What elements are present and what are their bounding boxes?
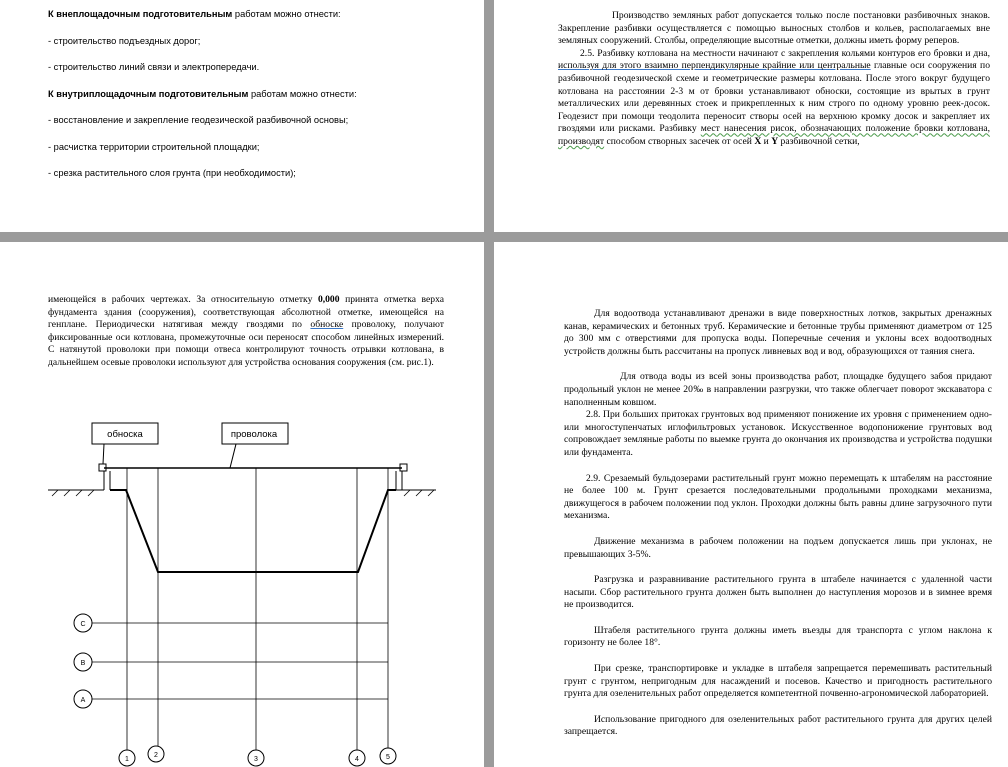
axis-label-c: C [80,621,86,628]
document-page-2 [494,0,1008,232]
paragraph-water-removal: Для отвода воды из всей зоны производства работ, площадке будущего забоя придают продольный уклон не менее 20‰ в направлении разгрузки, что также облегчает поворот экскаватора с наполненным ковшом. [564,371,992,408]
axis-label-2: 2 [154,752,158,759]
paragraph-2-8: 2.8. При больших притоках грунтовых вод применяют понижение их уровня с применением одно- или многоступенчатых иглофильтровых установок. Искусственное водопонижение грунтовых вод сопровождает земляные работы по выемке грунта до окончания их производства и устройства подушки или фундамента. [564,409,992,458]
text-span: работам можно отнести: [232,9,341,19]
list-item: - строительство подъездных дорог; [48,35,201,46]
paragraph-2-9: 2.9. Срезаемый бульдозерами растительный грунт можно перемещать к штабелям на расстояние не более 100 м. Грунт срезается последовательными продольными проходками механизма, движущегося в рабочем положении под уклон. Проходки должны быть равны длине загрузочного пути механизма. [564,472,992,522]
document-page-1 [0,0,484,232]
paragraph-staking: Производство земляных работ допускается только после постановки разбивочных знаков. Закрепление разбивки осуществляется с помощью выносных столбов и кольев, располагаемых вне земляных сооружений. Столбы, определяющие высотные отметки, должны иметь форму реперов. [558,10,990,47]
axis-label-3: 3 [254,756,258,763]
grammar-underlined-text: мест нанесения рисок, обозначающих положение бровки котлована, производят [558,123,990,147]
axis-x-label: X [754,135,762,147]
axis-label-a: A [80,697,86,704]
axis-label-b: B [80,660,86,667]
paragraph-uphill-movement: Движение механизма в рабочем положении на подъем допускается лишь при уклонах, не превышающих 3-5%. [564,535,992,560]
list-item: - строительство линий связи и электропередачи. [48,62,260,72]
list-item: - расчистка территории строительной площадки; [48,141,260,152]
axis-vertical-lines [127,468,388,750]
axis-label-4: 4 [355,756,359,763]
document-page-3 [0,242,484,767]
underlined-text: обноске [310,319,344,331]
axis-y-label: Y [771,135,779,147]
paragraph-stack-entries: Штабеля растительного грунта должны иметь въезды для транспорта с углом наклона к горизонту не более 18°. [564,624,992,649]
text-span: имеющейся в рабочих чертежах. За относительную отметку [48,294,318,305]
text-span: 2.5. Разбивку котлована на местности начинают с закрепления кольями контуров его бровки и дна, [580,47,990,59]
label-obnoska: обноска [107,429,143,440]
list-item: - срезка растительного слоя грунта (при необходимости); [48,168,296,178]
paragraph-2-5 [558,48,990,149]
paragraph-other-use: Использование пригодного для озеленительных работ растительного грунта для других целей запрещается. [564,713,992,738]
bold-value: 0,000 [317,294,340,305]
axis-label-5: 5 [386,754,390,761]
excavation-profile [110,490,396,572]
page-2-text [558,10,990,149]
list-item: - восстановление и закрепление геодезической разбивочной основы; [48,115,349,125]
bold-term: К внутриплощадочным подготовительным [48,88,249,99]
text-span: способом створных засечек от осей [604,135,755,147]
paragraph-mixing-prohibited: При срезке, транспортировке и укладке в штабеля запрещается перемешивать растительный грунт с грунтом, непригодным для насаждений и посевов. Качество и пригодность растительного грунта для озеленительных работ определяется компетентной почвенно-агрономической лабораторией. [564,663,992,700]
excavation-drawing [0,402,484,767]
underlined-text: используя для этого взаимно перпендикулярные крайние или центральные [558,60,871,72]
text-span: разбивочной сетки, [778,135,860,147]
paragraph-unloading: Разгрузка и разравнивание растительного грунта в штабеле начинается с удаленной части насыпи. Сбор растительного грунта должен быть выполнен до наступления морозов и в зимнее время не производится. [564,574,992,611]
axis-label-1: 1 [125,756,129,763]
document-page-4 [494,242,1008,767]
text-span: принята отметка верха фундамента здания (сооружения), соответствующая абсолютной отметке, имеющейся на генплане. Периодически натягивая между гвоздями по [48,294,444,331]
text-span: работам можно отнести: [248,88,357,99]
text-span: главные оси сооружения по разбивочной геодезической схеме и геометрические размеры котлована. После этого вокруг будущего котлована на расстоянии 2-3 м от бровки устанавливают обноски, состоящие из врытых в грунт металлических или деревянных стоек и прикрепленных к ним строго по одному уровню реек-досок. Геодезист при помощи теодолита переносит створы осей на верхнюю кромку досок и закрепляет их гвоздями или рисками. Разбивку [558,60,990,135]
paragraph-internal-works [48,88,468,100]
bold-term: К внеплощадочным подготовительным [48,9,233,19]
page-3-text [48,294,444,370]
axis-horizontal-lines [92,623,388,699]
text-span: проволоку, получают фиксированные оси котлована, промежуточные оси переносят способом линейных измерений. С натянутой проволоки при помощи отвеса контролируют точность отрывки котлована, в дальнейшем осевые проволоки используют для устройства основания сооружения (см. рис.1). [48,319,444,368]
paragraph-drainage: Для водоотвода устанавливают дренажи в виде поверхностных лотков, закрытых дренажных канав, керамических и бетонных труб. Керамические и бетонные трубы применяют диаметром от 125 до 300 мм с отверстиями для пропуска воды. Поперечные сечения и уклоны всех водоотводных устройств должны быть рассчитаны на пропуск ливневых вод и вод, образующихся от таяния снега. [564,308,992,357]
paragraph-external-works [48,8,468,20]
page-4-text [564,308,992,739]
text-span: и [761,135,772,147]
label-provoloka: проволока [230,429,278,440]
ground-hatch [52,490,434,496]
paragraph-relative-mark [48,294,444,370]
page-1-text [48,8,468,194]
